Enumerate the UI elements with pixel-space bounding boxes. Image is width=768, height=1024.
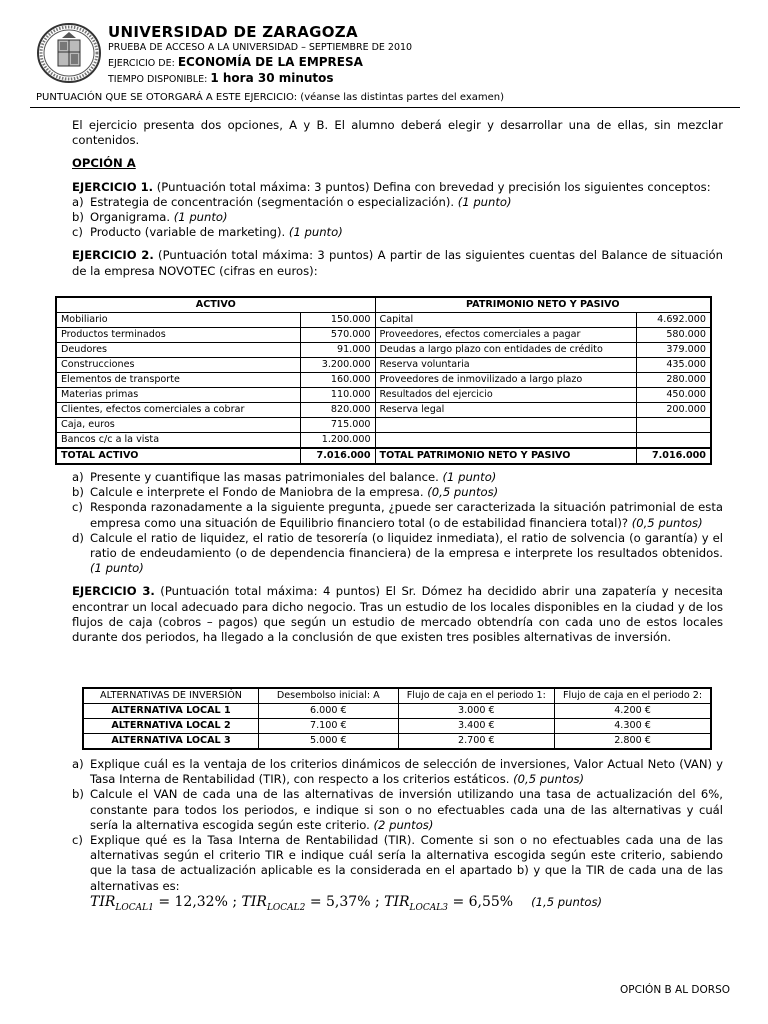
- table-row: Construcciones 3.200.000 Reserva voluntaria 435.000: [56, 358, 711, 373]
- formula-points: (1,5 puntos): [531, 894, 603, 909]
- table-row: Clientes, efectos comerciales a cobrar 820.000 Reserva legal 200.000: [56, 403, 711, 418]
- balance-table: [55, 296, 712, 465]
- time-line: TIEMPO DISPONIBLE: 1 hora 30 minutos: [108, 71, 334, 85]
- ej3-item: a) Explique cuál es la ventaja de los criterios dinámicos de selección de inversiones, Valor Actual Neto (VAN) y Tasa Interna de Rentabilidad (TIR), con respecto a los criterios estáticos. (0,5 puntos): [72, 757, 723, 787]
- ej2-statement: EJERCICIO 2. (Puntuación total máxima: 3 puntos) A partir de las siguientes cuentas del Balance de situación de la empresa NOVOTEC (cifras en euros):: [72, 248, 723, 278]
- intro-text: El ejercicio presenta dos opciones, A y B. El alumno deberá elegir y desarrollar una de ellas, sin mezclar contenidos.: [72, 118, 723, 148]
- table-row: Materias primas 110.000 Resultados del ejercicio 450.000: [56, 388, 711, 403]
- ej2-item: c) Responda razonadamente a la siguiente pregunta, ¿puede ser caracterizada la situación patrimonial de esta empresa como una situación de Equilibrio financiero total (o de estabilidad financiera total)? (0,5 puntos): [72, 500, 723, 530]
- ej3-questions: [72, 757, 723, 916]
- table-row: ALTERNATIVA LOCAL 1 6.000 € 3.000 € 4.200 €: [83, 704, 711, 719]
- table-header-row: [56, 297, 711, 313]
- ej3-item: c) Explique qué es la Tasa Interna de Rentabilidad (TIR). Comente si son o no efectuables cada una de las alternativas según el criterio TIR e indique cuál sería la alternativa escogida según este criterio, sabiendo que la tasa de actualización aplicable es la considerada en el apartado b) y que la TIR de cada una de las alternativas es:: [72, 833, 723, 893]
- ej3-item: b) Calcule el VAN de cada una de las alternativas de inversión utilizando una tasa de actualización del 6%, constante para todos los periodos, e indique si son o no efectuables cada una de las alternativas y cuál sería la alternativa escogida según este criterio. (2 puntos): [72, 787, 723, 832]
- ej1-item: b) Organigrama. (1 punto): [72, 210, 228, 225]
- table-header-row: ALTERNATIVAS DE INVERSIÓN Desembolso inicial: A Flujo de caja en el periodo 1: Flujo de caja en el periodo 2:: [83, 688, 711, 704]
- option-a-title: OPCIÓN A: [72, 156, 136, 171]
- table-row: ALTERNATIVA LOCAL 2 7.100 € 3.400 € 4.300 €: [83, 719, 711, 734]
- activo-header: ACTIVO: [56, 297, 375, 313]
- pasivo-header: PATRIMONIO NETO Y PASIVO: [375, 297, 711, 313]
- table-row: ALTERNATIVA LOCAL 3 5.000 € 2.700 € 2.800 €: [83, 734, 711, 750]
- table-row: Bancos c/c a la vista 1.200.000: [56, 433, 711, 449]
- table-row: Caja, euros 715.000: [56, 418, 711, 433]
- exercise-line: EJERCICIO DE: ECONOMÍA DE LA EMPRESA: [108, 55, 363, 69]
- puntuacion-line: PUNTUACIÓN QUE SE OTORGARÁ A ESTE EJERCICIO: (véanse las distintas partes del examen): [36, 92, 505, 103]
- footer-note: OPCIÓN B AL DORSO: [620, 984, 730, 996]
- header-divider: [30, 107, 740, 108]
- table-row: Elementos de transporte 160.000 Proveedores de inmovilizado a largo plazo 280.000: [56, 373, 711, 388]
- university-seal-icon: [36, 22, 102, 84]
- table-row: Mobiliario 150.000 Capital 4.692.000: [56, 313, 711, 328]
- ej1-statement: EJERCICIO 1. (Puntuación total máxima: 3 puntos) Defina con brevedad y precisión los siguientes conceptos:: [72, 179, 711, 194]
- university-name: UNIVERSIDAD DE ZARAGOZA: [108, 23, 358, 41]
- exam-content: [72, 118, 723, 279]
- exam-line: PRUEBA DE ACCESO A LA UNIVERSIDAD – SEPTIEMBRE DE 2010: [108, 42, 413, 53]
- ej3-statement: EJERCICIO 3. (Puntuación total máxima: 4 puntos) El Sr. Dómez ha decidido abrir una zapatería y necesita encontrar un local adecuado para dicho negocio. Tras un estudio de los locales disponibles en la ciudad y de los flujos de caja (cobros – pagos) que según un estudio de mercado obtendría con cada uno de estos locales durante dos periodos, ha llegado a la conclusión de que existen tres posibles alternativas de inversión.: [72, 584, 724, 645]
- ej1-item: c) Producto (variable de marketing). (1 punto): [72, 225, 343, 240]
- ej2-item: d) Calcule el ratio de liquidez, el ratio de tesorería (o liquidez inmediata), el ratio de solvencia (o garantía) y el ratio de endeudamiento (o de dependencia financiera) de la empresa e interprete los resultados obtenidos. (1 punto): [72, 530, 723, 576]
- investment-table: [82, 687, 712, 750]
- exam-header: [36, 22, 736, 86]
- tir-formula: $TIR_{LOCAL1} = 12,32\%$ ; $TIR_{LOCAL2} = 5,37\%$ ; $TIR_{LOCAL3} = 6,55\%$ (1,5 puntos): [90, 893, 603, 913]
- total-row: TOTAL ACTIVO 7.016.000 TOTAL PATRIMONIO NETO Y PASIVO 7.016.000: [56, 448, 711, 464]
- table-row: Productos terminados 570.000 Proveedores, efectos comerciales a pagar 580.000: [56, 328, 711, 343]
- table-row: Deudores 91.000 Deudas a largo plazo con entidades de crédito 379.000: [56, 343, 711, 358]
- ej2-questions: [72, 470, 723, 645]
- ej1-item: a) Estrategia de concentración (segmentación o especialización). (1 punto): [72, 194, 512, 209]
- ej2-item: b) Calcule e interprete el Fondo de Maniobra de la empresa. (0,5 puntos): [72, 485, 499, 500]
- ej2-item: a) Presente y cuantifique las masas patrimoniales del balance. (1 punto): [72, 470, 497, 484]
